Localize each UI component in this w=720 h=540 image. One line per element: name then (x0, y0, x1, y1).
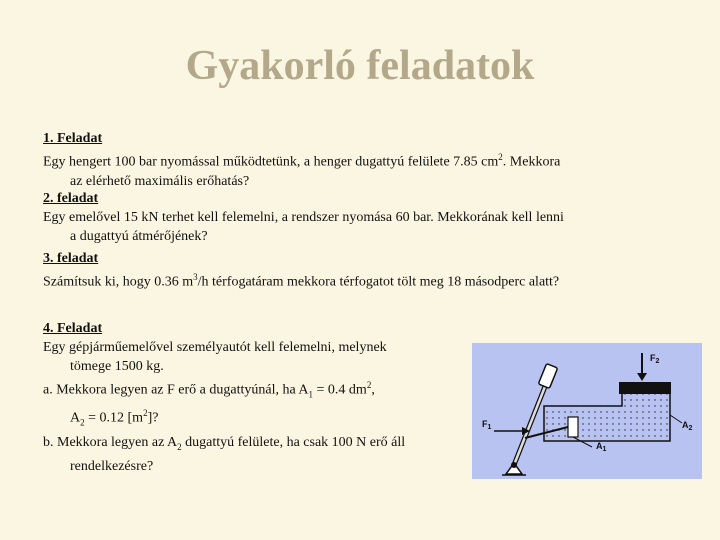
task-4-line-3: a. Mekkora legyen az F erő a dugattyúnál, ha $A_1 = 0.4$ $dm^2$, (43, 380, 375, 400)
task-1-line-1: Egy hengert 100 bar nyomással működtetünk, a henger dugattyú felülete 7.85 $cm^2$. Mekkora (43, 152, 561, 170)
small-piston (568, 417, 578, 437)
task-1-line-2: az elérhető maximális erőhatás? (70, 173, 250, 189)
slide-title: Gyakorló feladatok (185, 43, 535, 89)
task-4-line-2: tömege 1500 kg. (70, 359, 164, 374)
task-1 (43, 129, 653, 191)
task-4-line-5: b. Mekkora legyen az $A_2$ dugattyú felülete, ha csak 100 N erő áll (43, 434, 406, 452)
label-f2: $F_2$ (650, 353, 660, 365)
task-2 (43, 189, 653, 246)
pivot-joint (511, 462, 517, 468)
task-2-heading: 2. feladat (43, 191, 99, 206)
label-a2: $A_2$ (682, 420, 693, 432)
hydraulic-lift-diagram (472, 343, 702, 479)
task-4-heading: 4. Feladat (43, 321, 103, 336)
task-4 (43, 319, 463, 476)
task-3-heading: 3. feladat (43, 251, 99, 266)
task-2-line-1: Egy emelővel 15 kN terhet kell felemelni, a rendszer nyomása 60 bar. Mekkorának kell lenni (43, 210, 564, 225)
label-a1: $A_1$ (596, 441, 607, 453)
task-4-line-1: Egy gépjárműemelővel személyautót kell felemelni, melynek (43, 340, 387, 355)
task-3-line-1: Számítsuk ki, hogy 0.36 $m^3/h$ térfogatáram mekkora térfogatot tölt meg 18 másodperc alatt? (43, 272, 560, 290)
task-2-line-2: a dugattyú átmérőjének? (70, 229, 208, 244)
task-4-line-4: $A_2 = 0.12$ $[m^2]$? (70, 408, 159, 428)
task-3 (43, 249, 653, 292)
task-4-line-6: rendelkezésre? (70, 458, 154, 474)
task-1-heading: 1. Feladat (43, 131, 103, 146)
large-piston (619, 382, 671, 394)
label-f1: $F_1$ (482, 419, 492, 431)
